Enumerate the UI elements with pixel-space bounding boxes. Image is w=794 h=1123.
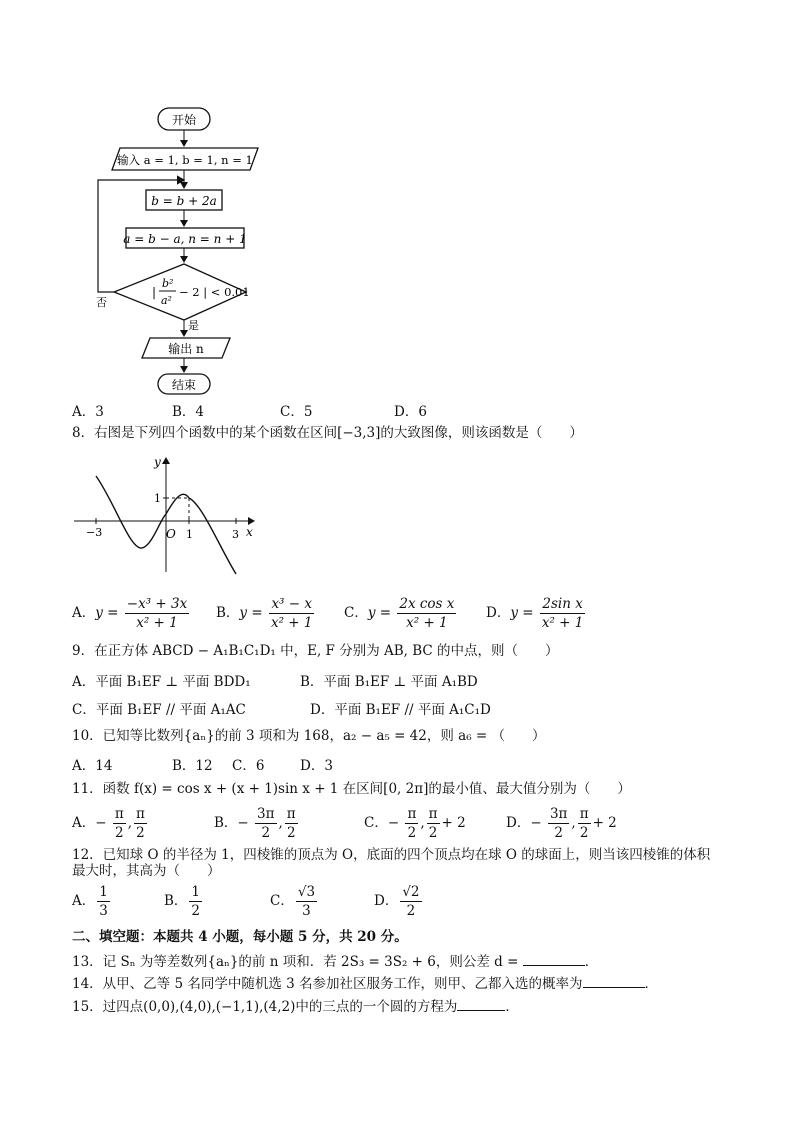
q12-option-c: C． $\frac{√3}{3}$ [270,884,316,919]
q9-option-c: C．平面 B₁EF // 平面 A₁AC [72,702,246,718]
process-b-label: b = b + 2a [151,194,217,208]
q9-option-d: D．平面 B₁EF // 平面 A₁C₁D [310,702,491,718]
q8-graph [70,448,270,578]
end-label: 结束 [171,378,197,392]
svg-text:O: O [166,527,176,541]
q8-stem: 8．右图是下列四个函数中的某个函数在区间[−3,3]的大致图像，则该函数是（ ） [72,425,583,441]
q14: 14．从甲、乙等 5 名同学中随机选 3 名参加社区服务工作，则甲、乙都入选的概率为 ． [72,976,659,992]
q9-option-a: A．平面 B₁EF ⊥ 平面 BDD₁ [72,674,251,690]
input-label: 输入 a = 1, b = 1, n = 1 [117,153,253,167]
section-heading-fill-in: 二、填空题：本题共 4 小题，每小题 5 分，共 20 分。 [72,929,408,945]
q14-blank[interactable] [583,974,645,988]
svg-text:1: 1 [154,492,161,505]
svg-text:−3: −3 [86,526,103,539]
svg-text:b²: b² [162,277,174,290]
svg-text:1: 1 [186,528,193,541]
q11-option-c: C．− $\frac{\pi}{2}$ , $\frac{\pi}{2}$ + 2 [364,806,466,841]
q10-option-c: C．6 [232,758,265,774]
q11-option-b: B．− $\frac{3\pi}{2}$ , $\frac{\pi}{2}$ [214,806,296,841]
q11-option-d: D．− $\frac{3\pi}{2}$ , $\frac{\pi}{2}$ + 2 [506,806,617,841]
q8-option-a: A．y = $\frac{\text{−x³ + 3x}}{\text{x² + 1}}$ [72,596,188,631]
svg-text:a²: a² [161,294,172,307]
q10-option-d: D．3 [300,758,333,774]
q15-blank[interactable] [457,997,505,1011]
svg-text:x: x [246,525,253,539]
q8-option-b: B．y = $\frac{\text{x³ − x}}{\text{x² + 1}}$ [216,596,313,631]
q12-stem-line1: 12．已知球 O 的半径为 1，四棱锥的顶点为 O，底面的四个顶点均在球 O 的球面上，则当该四棱锥的体积 [72,847,711,863]
q8-option-c: C．y = $\frac{\text{2x cos x}}{\text{x² + 1}}$ [344,596,455,631]
process-a-n-label: a = b − a, n = n + 1 [123,232,247,246]
q12-option-b: B． $\frac{1}{2}$ [164,884,201,919]
q12-option-d: D． $\frac{√2}{2}$ [374,884,420,919]
svg-text:− 2 | < 0.01: − 2 | < 0.01 [179,285,250,299]
yes-label: 是 [188,319,199,332]
q11-stem: 11．函数 f(x) = cos x + (x + 1)sin x + 1 在区间[0, 2π]的最小值、最大值分别为（ ） [72,781,631,797]
svg-text:3: 3 [232,528,239,541]
svg-text:|: | [152,285,157,299]
q11-option-a: A．− $\frac{\pi}{2}$ , $\frac{\pi}{2}$ [72,806,145,841]
flowchart [80,100,280,400]
q13-blank[interactable] [523,952,585,966]
q8-option-d: D．y = $\frac{\text{2sin x}}{\text{x² + 1}}$ [486,596,584,631]
q10-option-b: B．12 [172,758,213,774]
q13: 13．记 Sₙ 为等差数列{aₙ}的前 n 项和．若 2S₃ = 3S₂ + 6，则公差 d = ． [72,954,599,970]
q7-option-d: D．6 [394,404,427,420]
q10-stem: 10．已知等比数列{aₙ}的前 3 项和为 168，a₂ − a₅ = 42，则 a₆ = （ ） [72,728,546,744]
q10-option-a: A．14 [72,758,113,774]
q12-stem-line2: 最大时，其高为（ ） [72,863,221,879]
output-label: 输出 n [168,342,204,356]
q7-option-b: B．4 [172,404,205,420]
svg-text:y: y [154,455,161,469]
q9-stem: 9．在正方体 ABCD − A₁B₁C₁D₁ 中，E, F 分别为 AB, BC 的中点，则（ ） [72,643,559,659]
q15: 15．过四点(0,0),(4,0),(−1,1),(4,2)中的三点的一个圆的方程为 ． [72,999,519,1015]
q7-option-a: A．3 [72,404,104,420]
q7-option-c: C．5 [280,404,313,420]
q12-option-a: A． $\frac{1}{3}$ [72,884,108,919]
start-label: 开始 [171,113,197,127]
no-label: 否 [96,296,107,309]
q9-option-b: B．平面 B₁EF ⊥ 平面 A₁BD [300,674,478,690]
